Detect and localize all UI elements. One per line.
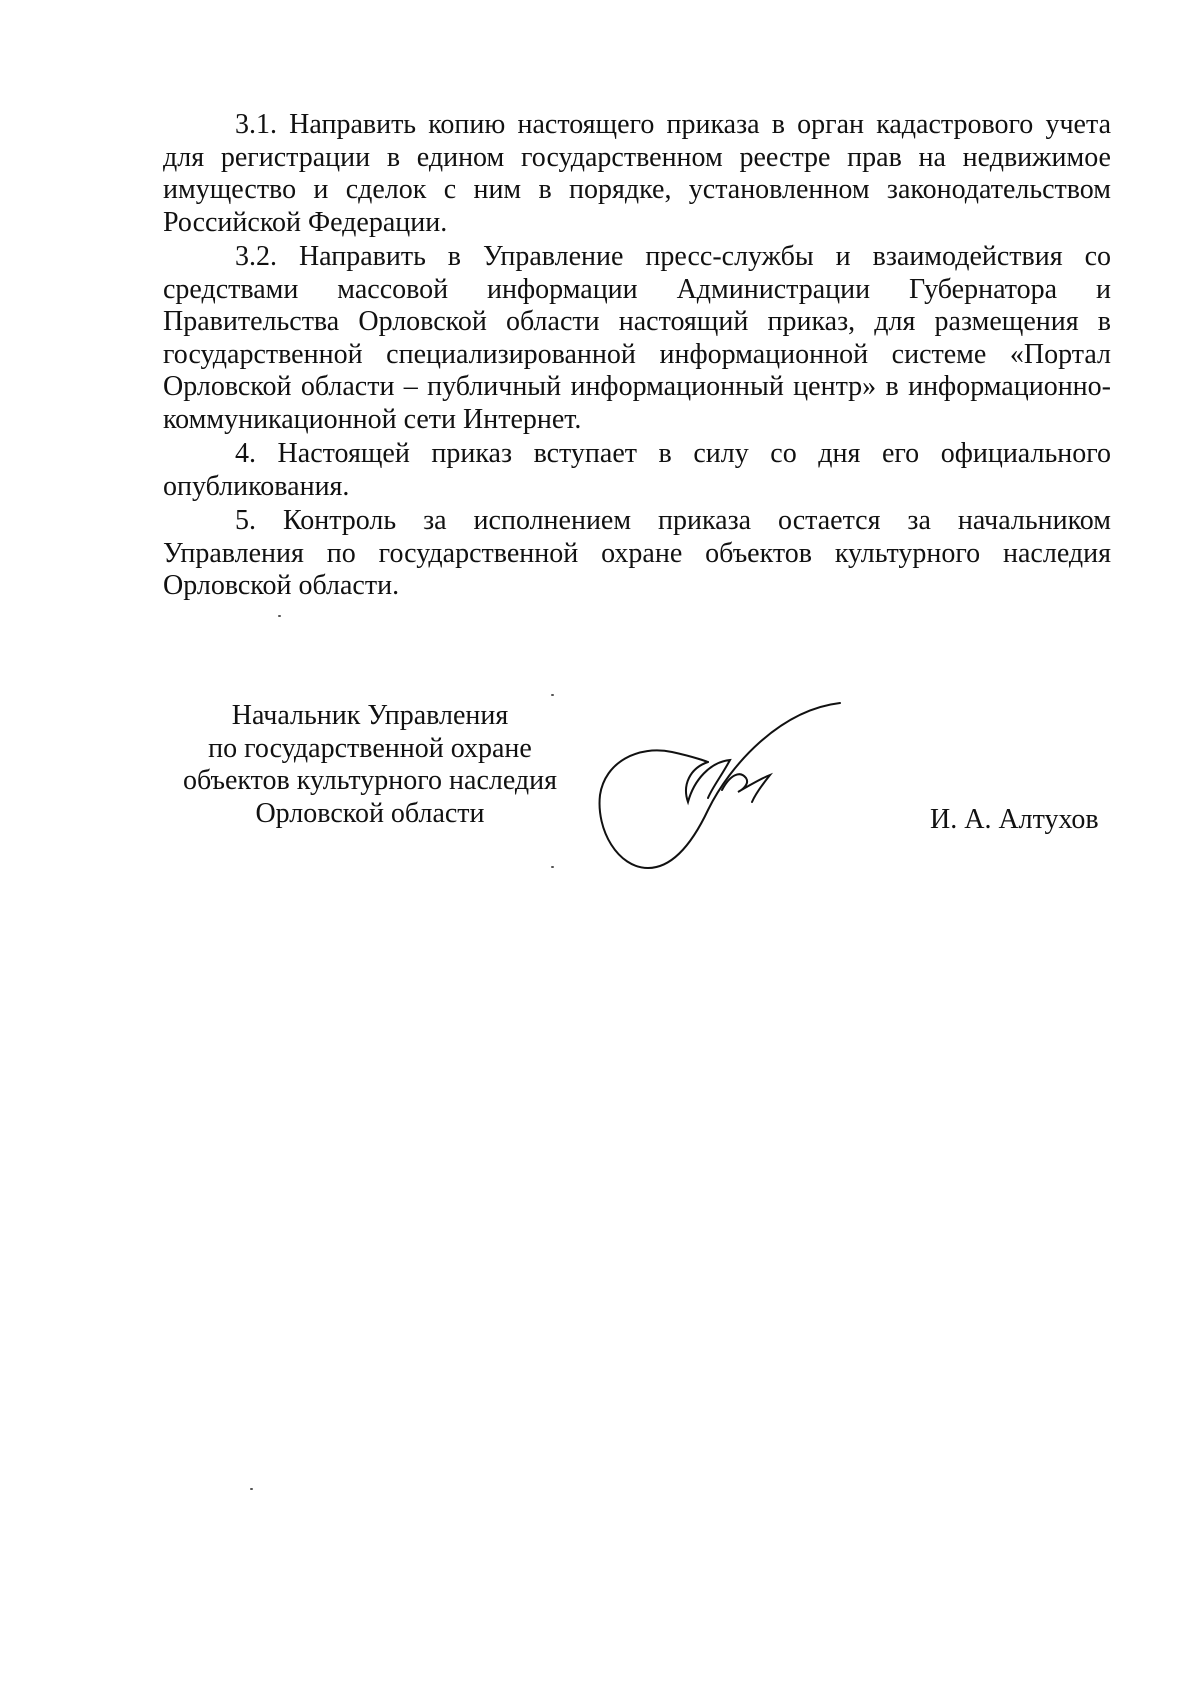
document-body	[163, 109, 1111, 603]
scan-speck	[551, 866, 554, 868]
position-line-4: Орловской области	[255, 797, 485, 829]
scan-speck	[551, 694, 554, 696]
scan-speck	[278, 615, 281, 617]
handwritten-signature	[590, 690, 890, 880]
position-line-3: объектов культурного наследия	[182, 765, 558, 796]
scan-speck	[250, 1488, 253, 1490]
signer-name: И. А. Алтухов	[930, 804, 1099, 835]
position-line-1: Начальник Управления	[231, 700, 509, 731]
paragraph-4: 4. Настоящей приказ вступает в силу со дня его официального опубликования.	[163, 438, 1111, 502]
signer-position	[160, 700, 580, 830]
paragraph-3-1: 3.1. Направить копию настоящего приказа в орган кадастрового учета для регистрации в едином государственном реестре прав на недвижимое имущество и сделок с ним в порядке, установленном законодательством Российской Федерации.	[163, 109, 1111, 238]
position-line-2: по государственной охране	[208, 732, 532, 764]
paragraph-5: 5. Контроль за исполнением приказа остается за начальником Управления по государственной охране объектов культурного наследия Орловской области.	[163, 505, 1111, 601]
paragraph-3-2: 3.2. Направить в Управление пресс-службы и взаимодействия со средствами массовой информации Администрации Губернатора и Правительства Орловской области настоящий приказ, для размещения в государственной специализированной информационной системе «Портал Орловской области – публичный информационный центр» в информационно-коммуникационной сети Интернет.	[163, 241, 1111, 435]
